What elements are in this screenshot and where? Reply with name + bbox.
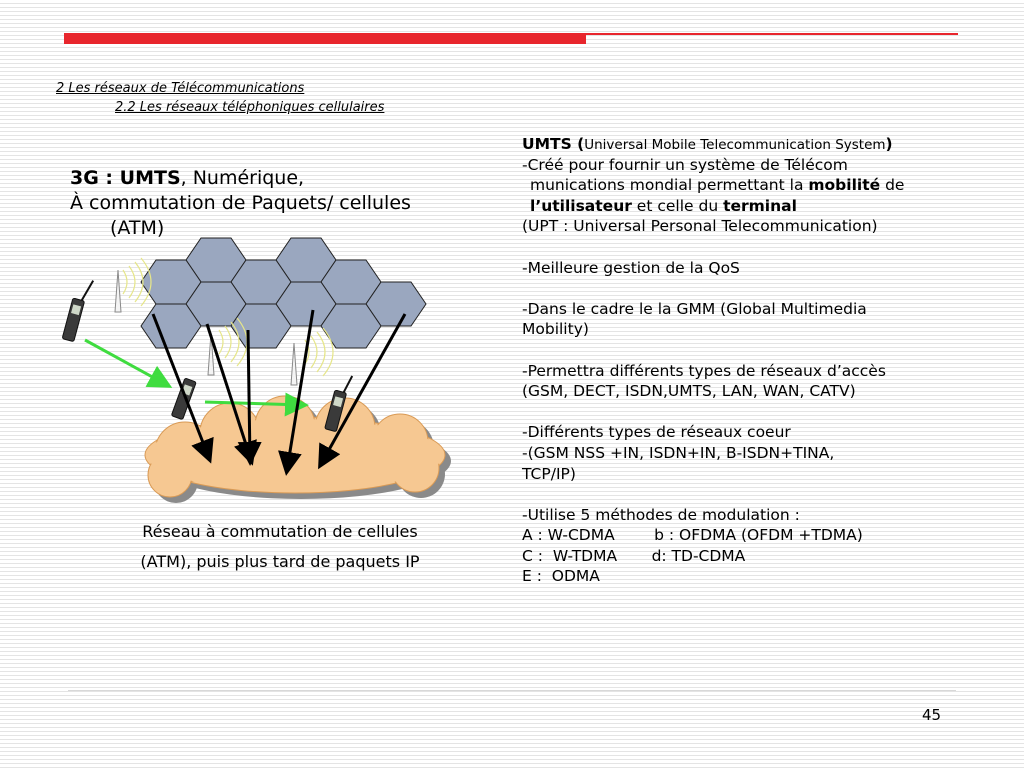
breadcrumb-section: 2 Les réseaux de Télécommunications xyxy=(56,81,305,96)
text-line: C : W-TDMA d: TD-CDMA xyxy=(522,546,746,565)
text-line: -Utilise 5 méthodes de modulation : xyxy=(522,505,800,524)
text-line: Mobility) xyxy=(522,320,589,339)
text-bold-mobilite: mobilité xyxy=(808,176,881,195)
text-line: -Créé pour fournir un système de Télécom xyxy=(522,155,848,174)
text-line: E : ODMA xyxy=(522,567,600,586)
title-umts-bold: 3G : UMTS xyxy=(70,167,181,189)
text-line: -Meilleure gestion de la QoS xyxy=(522,258,740,277)
text-line: -Dans le cadre le la GMM (Global Multimedia xyxy=(522,299,867,318)
title-line-3: (ATM) xyxy=(110,217,165,239)
antenna-icon xyxy=(291,343,297,385)
umts-description xyxy=(522,134,962,587)
mobile-phone-icon xyxy=(62,277,93,343)
cell-grid xyxy=(141,238,426,348)
text-line: TCP/IP) xyxy=(522,464,576,483)
text-line xyxy=(522,175,962,196)
caption-line-1: Réseau à commutation de cellules xyxy=(142,522,418,541)
text-line: -Permettra différents types de réseaux d’accès xyxy=(522,361,886,380)
text-fragment: et celle du xyxy=(631,196,724,215)
title-accent-bar xyxy=(64,33,586,44)
handover-arrows xyxy=(85,340,303,405)
page-number: 45 xyxy=(922,706,942,724)
diagram-caption xyxy=(100,517,460,577)
caption-line-2: (ATM), puis plus tard de paquets IP xyxy=(140,552,420,571)
umts-full-name: Universal Mobile Telecommunication System xyxy=(584,137,886,153)
title-line-2: À commutation de Paquets/ cellules xyxy=(70,192,411,214)
text-line: -Différents types de réseaux coeur xyxy=(522,423,791,442)
text-bold-utilisateur: l’utilisateur xyxy=(530,196,632,215)
title-accent-line xyxy=(586,33,958,35)
antenna-icon xyxy=(115,270,121,312)
footer-divider xyxy=(68,690,956,691)
umts-heading-close: ) xyxy=(885,135,893,153)
text-line: (UPT : Universal Personal Telecommunication) xyxy=(522,217,878,236)
umts-network-diagram xyxy=(55,230,475,520)
text-fragment: de xyxy=(880,176,905,195)
title-numerique: , Numérique, xyxy=(180,167,305,189)
text-fragment: munications mondial permettant la xyxy=(530,176,809,195)
umts-heading xyxy=(522,134,962,155)
breadcrumb-subsection: 2.2 Les réseaux téléphoniques cellulaires xyxy=(115,100,385,115)
umts-heading-bold: UMTS ( xyxy=(522,135,585,153)
text-line: -(GSM NSS +IN, ISDN+IN, B-ISDN+TINA, xyxy=(522,443,835,462)
text-line: (GSM, DECT, ISDN,UMTS, LAN, WAN, CATV) xyxy=(522,382,856,401)
text-line: A : W-CDMA b : OFDMA (OFDM +TDMA) xyxy=(522,526,863,545)
text-line xyxy=(522,196,962,217)
text-bold-terminal: terminal xyxy=(723,196,797,215)
